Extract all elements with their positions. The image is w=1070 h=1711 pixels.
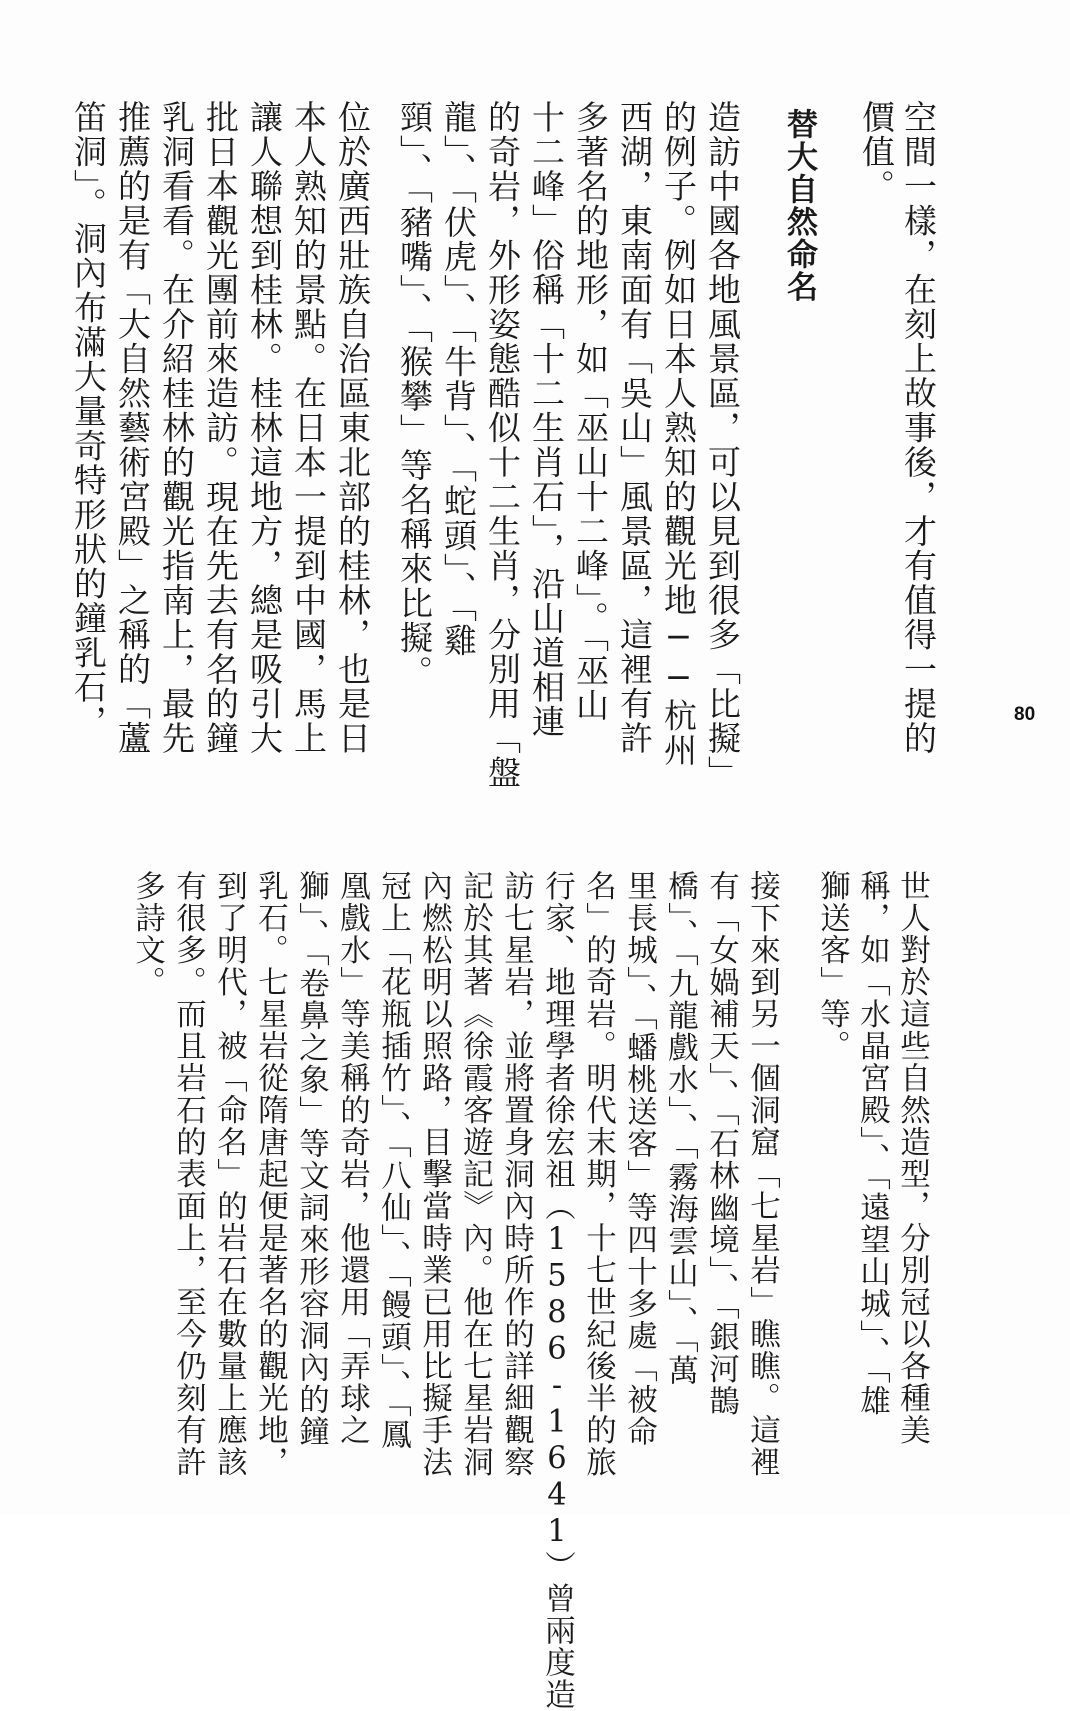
text-line: 造訪中國各地風景區，可以見到很多「比擬」 [703,100,742,790]
text-line: 稱，如「水晶宮殿」、「遠望山城」、「雄 [854,870,890,1417]
text-line: 多著名的地形，如「巫山十二峰」。「巫山 [571,100,610,723]
text-line: 獅」、「卷鼻之象」等文詞來形容洞內的鐘 [293,870,329,1448]
text-line: 位於廣西壯族自治區東北部的桂林，也是日 [333,100,372,756]
text-line: 頸」、「豬嘴」、「猴攀」等名稱來比擬。 [395,100,434,690]
page-number: 80 [1014,704,1036,725]
text-line: 乳石。七星岩從隋唐起便是著名的觀光地， [252,870,288,1478]
text-line: 橋」、「九龍戲水」、「霧海雲山」、「萬 [662,870,698,1387]
text-line: 的例子。例如日本人熟知的觀光地──杭州 [659,100,698,768]
text-line: 有「女媧補天」、「石林幽境」、「銀河鵲 [703,870,739,1417]
section-heading: 替大自然命名 [781,108,817,303]
text-line: 十二峰」俗稱「十二生肖石」，沿山道相連 [527,100,566,739]
text-line: 內燃松明以照路，目擊當時業已用比擬手法 [416,870,452,1478]
text-line: 龍」、「伏虎」、「牛背」、「蛇頭」、「雞 [439,100,478,658]
text-line: 有很多。而且岩石的表面上，至今仍刻有許 [170,870,206,1478]
text-line: 西湖，東南面有「吳山」風景區，這裡有許 [615,100,654,756]
text-line: 空間一樣，在刻上故事後，才有值得一提的 [899,100,938,756]
text-line: 乳洞看看。在介紹桂林的觀光指南上，最先 [157,100,196,756]
text-line: 訪七星岩，並將置身洞內時所作的詳細觀察 [498,870,534,1478]
text-line: 推薦的是有「大自然藝術宮殿」之稱的「蘆 [113,100,152,756]
text-line: 獅送客」等。 [814,870,850,1062]
text-line: 多詩文。 [129,870,165,998]
text-line: 凰戲水」等美稱的奇岩，他還用「弄球之 [334,870,370,1446]
text-line: 到了明代，被「命名」的岩石在數量上應該 [211,870,247,1478]
text-line: 的奇岩，外形姿態酷似十二生肖，分別用「盤 [483,100,522,790]
text-line: 笛洞」。洞內布滿大量奇特形狀的鐘乳石， [69,100,108,739]
text-line: 世人對於這些自然造型，分別冠以各種美 [894,870,930,1446]
text-line: 記於其著《徐霞客遊記》內。他在七星岩洞 [457,870,493,1478]
text-line: 批日本觀光團前來造訪。現在先去有名的鐘 [201,100,240,756]
text-line: 讓人聯想到桂林。桂林這地方，總是吸引大 [245,100,284,756]
text-line: 本人熟知的景點。在日本一提到中國，馬上 [289,100,328,756]
text-line: 冠上「花瓶插竹」、「八仙」、「饅頭」、「鳳 [375,870,411,1451]
text-line: 里長城」、「蟠桃送客」等四十多處「被命 [621,870,657,1448]
text-line: 接下來到另一個洞窟「七星岩」瞧瞧。這裡 [744,870,780,1478]
text-line: 名」的奇岩。明代末期，十七世紀後半的旅 [580,870,616,1478]
text-line: 價值。 [857,100,896,204]
text-line: 行家、地理學者徐宏祖（1586-1641）曾兩度造 [539,870,575,1711]
